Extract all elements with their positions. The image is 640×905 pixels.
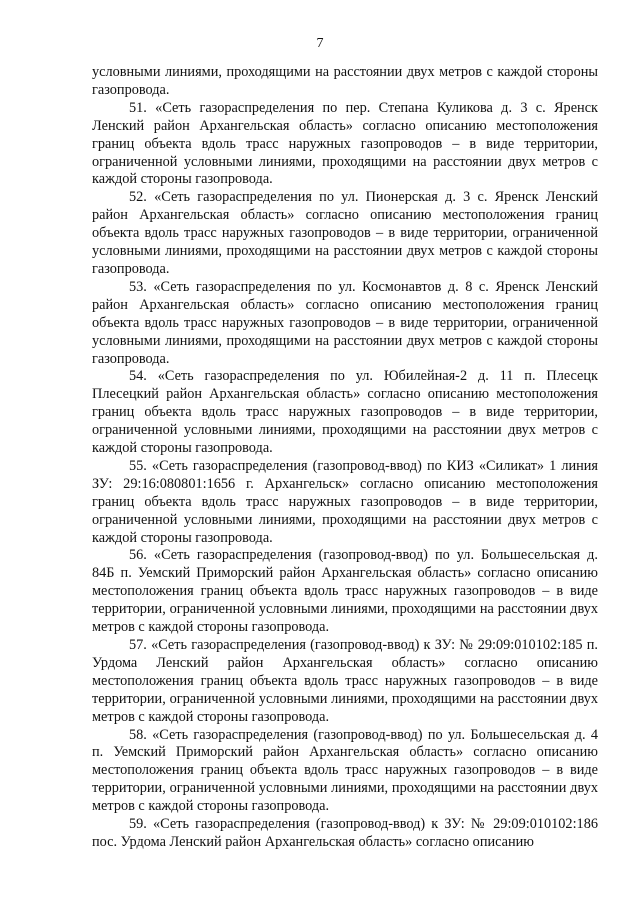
paragraph-item-55: 55. «Сеть газораспределения (газопровод-ввод) по КИЗ «Силикат» 1 линия ЗУ: 29:16:080801:1656 г. Архангельск» согласно описанию местоположения границ объекта вдоль трасс наружных газопроводов – в виде территории, ограниченной условными линиями, проходящими на расстоянии двух метров с каждой стороны газопровода. [92, 457, 598, 546]
document-body [92, 64, 598, 852]
paragraph-item-51: 51. «Сеть газораспределения по пер. Степана Куликова д. 3 с. Яренск Ленский район Архангельская область» согласно описанию местоположения границ объекта вдоль трасс наружных газопроводов – в виде территории, ограниченной условными линиями, проходящими на расстоянии двух метров с каждой стороны газопровода. [92, 99, 598, 188]
paragraph-item-52: 52. «Сеть газораспределения по ул. Пионерская д. 3 с. Яренск Ленский район Архангельская область» согласно описанию местоположения границ объекта вдоль трасс наружных газопроводов – в виде территории, ограниченной условными линиями, проходящими на расстоянии двух метров с каждой стороны газопровода. [92, 189, 598, 277]
paragraph-item-58: 58. «Сеть газораспределения (газопровод-ввод) по ул. Большесельская д. 4 п. Уемский Приморский район Архангельская область» согласно описанию местоположения границ объекта вдоль трасс наружных газопроводов – в виде территории, ограниченной условными линиями, проходящими на расстоянии двух метров с каждой стороны газопровода. [92, 726, 598, 815]
paragraph-item-53: 53. «Сеть газораспределения по ул. Космонавтов д. 8 с. Яренск Ленский район Архангельская область» согласно описанию местоположения границ объекта вдоль трасс наружных газопроводов – в виде территории, ограниченной условными линиями, проходящими на расстоянии двух метров с каждой стороны газопровода. [92, 278, 598, 367]
paragraph-item-59: 59. «Сеть газораспределения (газопровод-ввод) к ЗУ: № 29:09:010102:186 пос. Урдома Ленский район Архангельская область» согласно описанию [92, 816, 598, 850]
paragraph-item-54: 54. «Сеть газораспределения по ул. Юбилейная-2 д. 11 п. Плесецк Плесецкий район Архангельская область» согласно описанию местоположения границ объекта вдоль трасс наружных газопроводов – в виде территории, ограниченной условными линиями, проходящими на расстоянии двух метров с каждой стороны газопровода. [92, 368, 598, 457]
paragraph-item-56: 56. «Сеть газораспределения (газопровод-ввод) по ул. Большесельская д. 84Б п. Уемский Приморский район Архангельская область» согласно описанию местоположения границ объекта вдоль трасс наружных газопроводов – в виде территории, ограниченной условными линиями, проходящими на расстоянии двух метров с каждой стороны газопровода. [92, 547, 598, 636]
paragraph-continuation: условными линиями, проходящими на расстоянии двух метров с каждой стороны газопровода. [92, 64, 598, 98]
paragraph-item-57: 57. «Сеть газораспределения (газопровод-ввод) к ЗУ: № 29:09:010102:185 п. Урдома Ленский район Архангельская область» согласно описанию местоположения границ объекта вдоль трасс наружных газопроводов – в виде территории, ограниченной условными линиями, проходящими на расстоянии двух метров с каждой стороны газопровода. [92, 637, 598, 725]
page-number: 7 [316, 36, 324, 51]
